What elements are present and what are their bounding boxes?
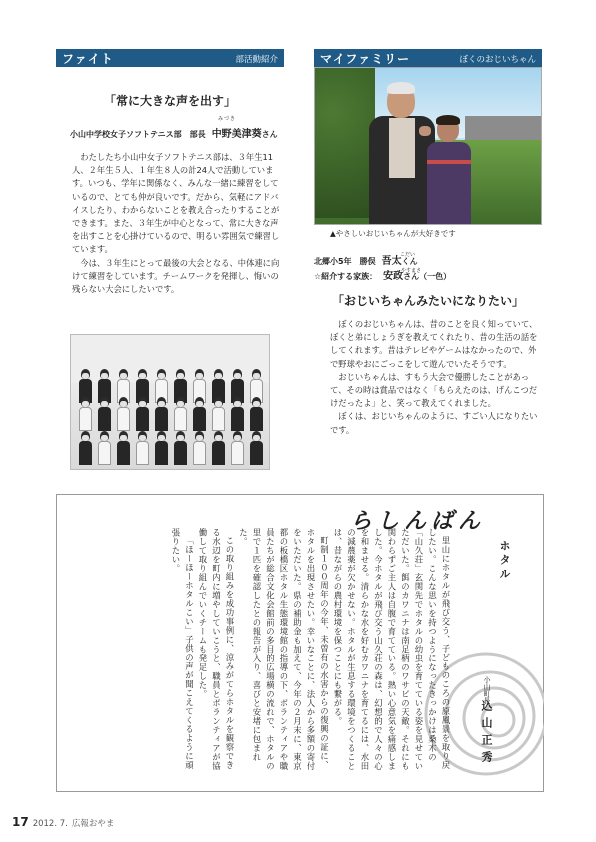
family-ruby: やすまさ [401,268,422,274]
article-body [330,318,540,437]
family-name: 安政 [383,271,404,282]
article-headline: 「おじいちゃんみたいになりたい」 [331,294,524,308]
paragraph: ぼくは、おじいちゃんのように、すごい人になりたいです。 [330,411,538,435]
team-photo [70,334,270,470]
family-photo [314,67,542,225]
family-label: ☆紹介する家族： [314,272,378,281]
section-title: マイファミリー [320,52,411,66]
article-author [70,116,284,140]
paragraph: わたしたち小山中女子ソフトテニス部は、３年生11人、２年生５人、１年生８人の計24人で活動しています。いつも、学年に関係なく、みんな一緒に練習をしているので、とても仲が良いです。だから、気軽にアドバイスしたり、わからないことを教え合ったりすることができます。また、３年生が中心となって、常に大きな声を出すことを心掛けているので、明るい雰囲気で練習しています。 [72,152,280,255]
section-tag: ぼくのおじいちゃん [459,55,536,65]
column-logo: らしんばん [350,508,486,534]
family-suffix: さん（一色） [403,272,452,281]
section-header-my-family [314,49,542,67]
paragraph: 今は、３年生にとって最後の大会となる、中体連に向けて練習をしています。チームワークを発揮し、悔いの残らない大会にしたいです。 [72,257,280,295]
article-body [72,151,282,296]
author-suffix: くん [401,257,418,266]
article-headline: 「常に大きな声を出す」 [103,94,236,108]
author-line [314,254,542,269]
page-number: 17 [12,815,29,829]
author-ruby: こだい [400,252,416,258]
article-author [314,254,542,284]
column-title: ホタル [498,540,511,582]
author-school: 北郷小5年 勝俣 [314,257,376,266]
issue-date: 2012. 7. [32,819,68,829]
paragraph: この取り組みを成功事例に、涼みがてらホタルを観察できる水辺を町内に増やしていこうと、職員とボランティアが協働して取り組んでいくチームも発足した。 [198,528,235,771]
photo-row-middle [79,397,263,431]
author-suffix: さん [261,130,278,139]
paragraph: ぼくのおじいちゃんは、昔のことを良く知っていて、ぼくと弟にしょうぎを教えてくれたり、昔の生活の話をしてくれます。昔はテレビやゲームはなかったので、外で野球やおにごっこをして遊んでいたそうです。 [330,319,538,369]
paragraph: 「ほーほーホタルこい」子供の声が聞こえてくるように頑張りたい。 [171,528,195,771]
photo-caption: ▲やさしいおじいちゃんが大好きです [330,229,456,238]
paragraph: 里山にホタルが飛び交う、子どものころの原風景を取り戻したい。こんな思いを持つようになったきっかけは桑木の「山久荘」玄関先でホタルの幼虫を育てている姿を見せていただいた。餌のカワニナは南足柄のワサビの天敵。それにも関わらずご主人は自腹で育てている。熱い心意気を痛感しました。今ホタルが飛び交う山久荘の森は、幻想的で人々の心を和ませる。清らかな水を好むカワニナを育てるには、水田の減農薬が欠かせない。ホタルが生息する環境をつくることは、昔ながらの農村環境を保つことにも繋がる。 [333,528,451,771]
column-body [74,528,452,778]
section-title: ファイト [62,52,114,66]
page-footer [12,815,114,829]
magazine-name: 広報おやま [71,819,115,829]
family-line [314,269,542,284]
author-name: 吾太 [381,256,402,267]
author-affiliation: 小山中学校女子ソフトテニス部 部長 [70,130,206,139]
section-header-fight [56,49,284,67]
author-ruby: みづき [218,116,236,122]
column-author-affiliation: 小山町長 [483,676,491,704]
paragraph: 町制１００周年の今年、未曽有の水害からの復興の証に、ホタルを出現させたい。幸いなことに、法人から多額の寄付をいただいた。県の補助金も加えて、今年の２月末に、東京都の板橋区ホタル生態環境館の指導の下、ボランティアや職員たちが総合文化会館前の多目的広場横の流れで、ホタルの里で１匹を確認したとの報告が入り、喜びと安堵に包まれた。 [238,528,330,771]
paragraph: おじいちゃんは、すもう大会で優勝したことがあって、その時は賞品ではなく「もらえたのは、げんこつだけだったよ」と、笑って教えてくれました。 [330,371,538,409]
author-name: 中野美津葵 [211,129,262,140]
column-author-name: 込山正秀 [480,700,493,768]
section-tag: 部活動紹介 [235,55,278,65]
photo-row-front [79,431,263,465]
